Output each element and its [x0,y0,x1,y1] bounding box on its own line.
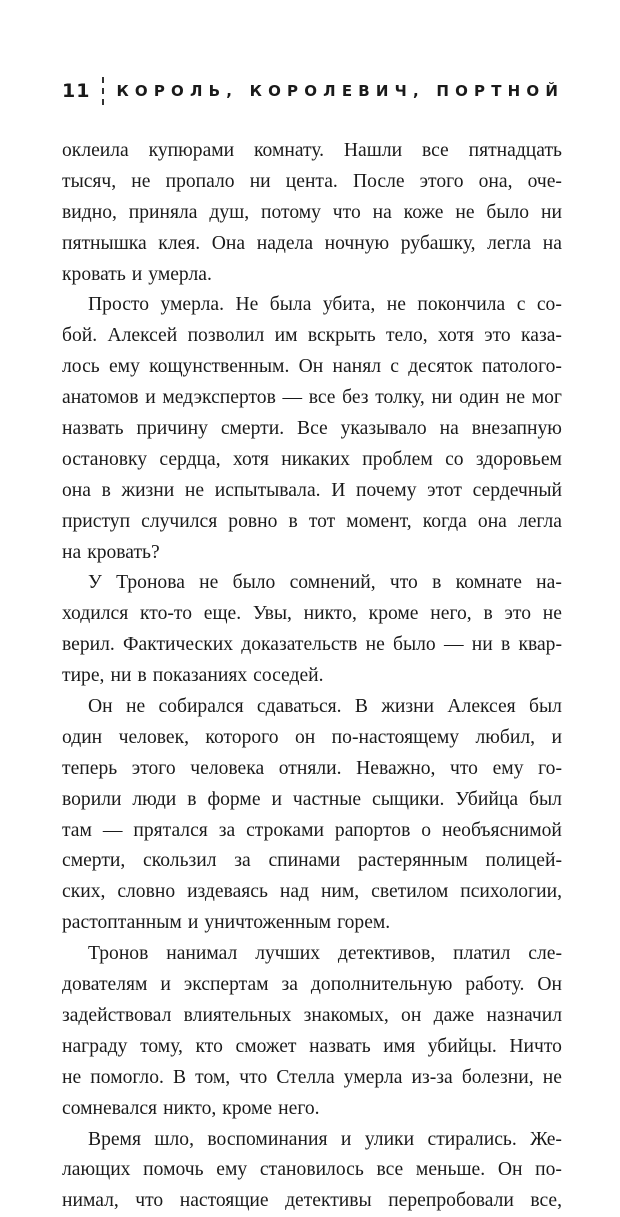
text-line: смерти, скользил за спинами растерянным полицей- [62,850,562,872]
text-line: лающих помочь ему становилось все меньше. Он по- [62,1159,562,1181]
text-line: там — прятался за строками рапортов о необъяснимой [62,819,562,841]
text-line: приступ случился ровно в тот момент, когда она легла [62,510,562,532]
text-line: дователям и экспертам за дополнительную работу. Он [62,974,562,996]
text-line: кровать и умерла. [62,263,212,285]
text-line: остановку сердца, хотя никаких проблем со здоровьем [62,448,562,470]
text-line: на кровать? [62,541,160,563]
text-line: тысяч, не пропало ни цента. После этого она, оче- [62,170,562,192]
text-line: сомневался никто, кроме него. [62,1097,320,1119]
text-line: ских, словно издеваясь над ним, светилом психологии, [62,881,562,903]
text-line: анатомов и медэкспертов — все без толку, ни один не мог [62,387,562,409]
text-line: видно, приняла душ, потому что на коже не было ни [62,201,562,223]
text-line: пятнышка клея. Она надела ночную рубашку, легла на [62,232,562,254]
text-line: растоптанным и уничтоженным горем. [62,912,391,934]
text-line: задействовал влиятельных знакомых, он даже назначил [62,1004,562,1026]
text-line: Время шло, воспоминания и улики стирались. Же- [88,1128,562,1150]
page-number: 11 [62,80,91,102]
text-line: верил. Фактических доказательств не было — ни в квар- [62,634,562,656]
running-head [62,76,564,106]
text-line: У Тронова не было сомнений, что в комнате на- [88,572,562,594]
text-line: нимал, что настоящие детективы перепробовали все, [62,1190,562,1212]
text-line: назвать причину смерти. Все указывало на внезапную [62,418,562,440]
body-text [62,136,562,1217]
text-line: она в жизни не испытывала. И почему этот сердечный [62,479,562,501]
header-divider [102,77,104,105]
running-title: КОРОЛЬ, КОРОЛЕВИЧ, ПОРТНОЙ [116,82,565,100]
text-line: ходился кто-то еще. Увы, никто, кроме него, в это не [62,603,562,625]
text-line: тире, ни в показаниях соседей. [62,665,324,687]
text-line: бой. Алексей позволил им вскрыть тело, хотя это каза- [62,325,562,347]
text-line: один человек, которого он по-настоящему любил, и [62,726,562,748]
text-line: Просто умерла. Не была убита, не покончила с со- [88,294,562,316]
text-line: оклеила купюрами комнату. Нашли все пятнадцать [62,140,562,161]
text-line: теперь этого человека отняли. Неважно, что ему го- [62,757,562,779]
text-line: лось ему кощунственным. Он нанял с десяток патолого- [62,356,562,378]
text-line: не помогло. В том, что Стелла умерла из-за болезни, не [62,1066,562,1088]
text-line: Он не собирался сдаваться. В жизни Алексея был [88,696,562,718]
text-line: Тронов нанимал лучших детективов, платил сле- [88,943,562,965]
text-line: ворили люди в форме и частные сыщики. Убийца был [62,788,562,810]
text-line: награду тому, кто сможет назвать имя убийцы. Ничто [62,1035,562,1057]
